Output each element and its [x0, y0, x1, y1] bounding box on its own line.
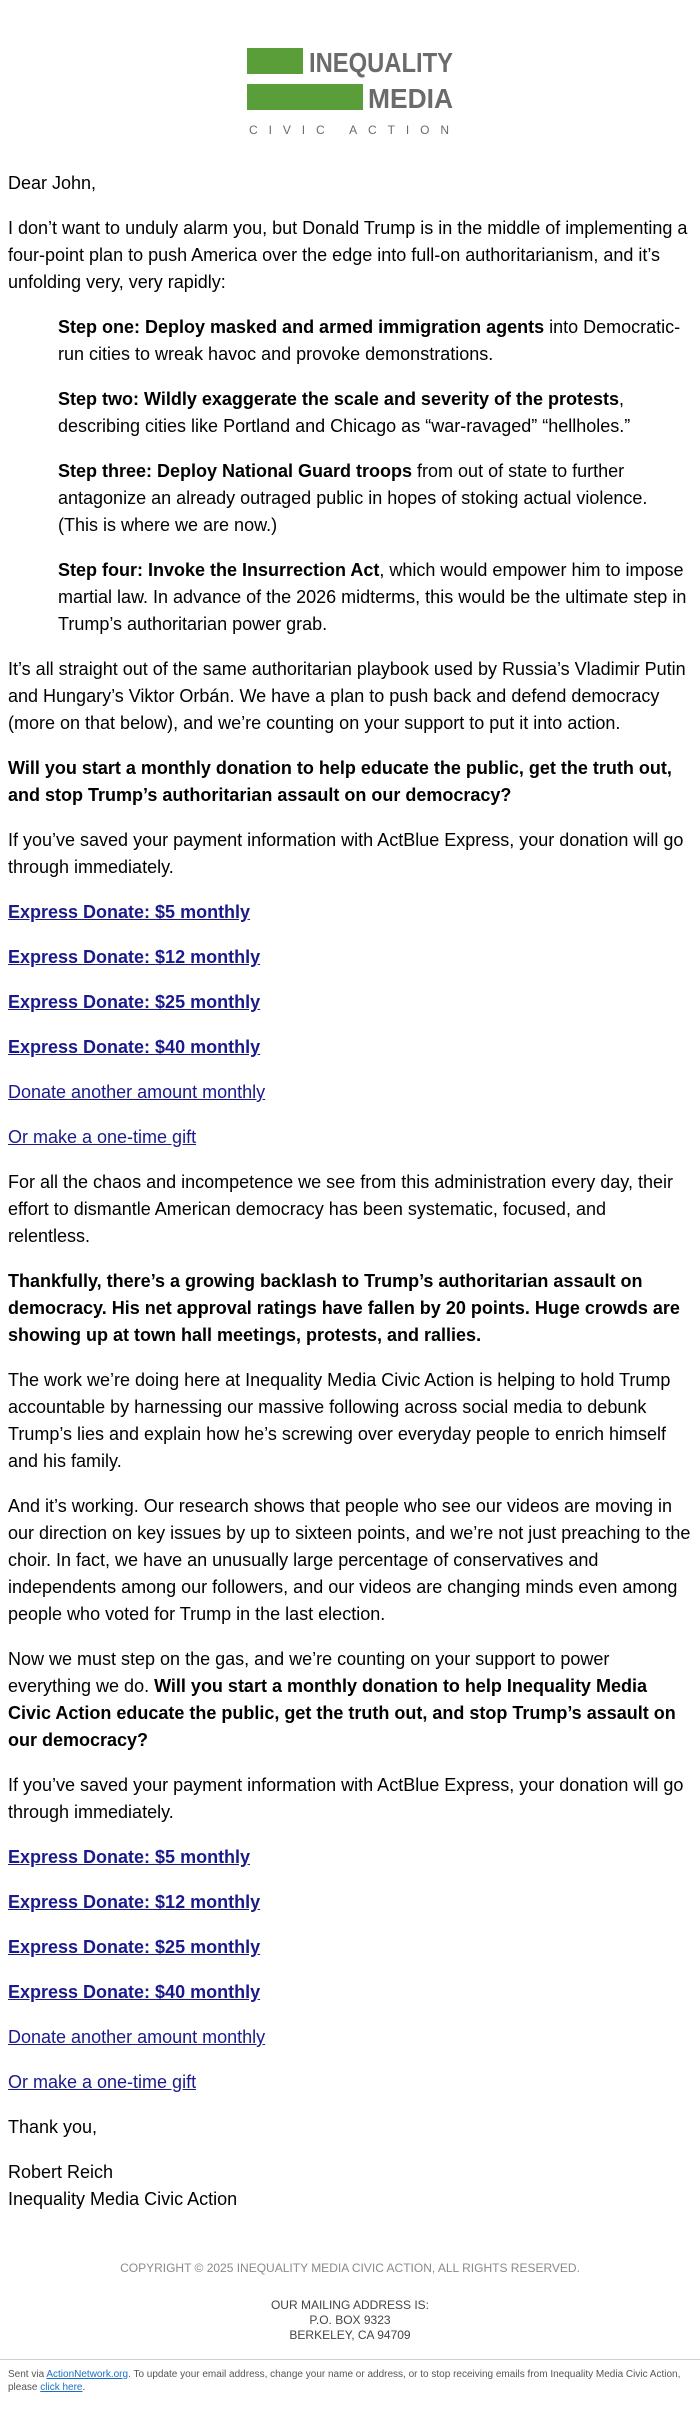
greeting: Dear John, — [8, 173, 97, 193]
express-donate-12-link[interactable]: Express Donate: $12 monthly — [8, 947, 261, 967]
donate-other-amount-link[interactable]: Donate another amount monthly — [8, 1082, 266, 1102]
saved-payment-note-2: If you’ve saved your payment information with ActBlue Express, your donation will go through immediately. — [8, 1775, 684, 1822]
step-one — [58, 314, 692, 368]
donate-links-1-25 — [8, 989, 692, 1016]
mailing-label: OUR MAILING ADDRESS IS: — [270, 2298, 430, 2312]
express-donate-12-link[interactable]: Express Donate: $12 monthly — [8, 1892, 261, 1912]
logo-tagline: CIVIC ACTION — [249, 123, 449, 137]
logo-green-bar-bottom — [247, 84, 363, 110]
donate-other-amount-link[interactable]: Donate another amount monthly — [8, 2027, 266, 2047]
step-three-title: Step three: Deploy National Guard troops — [58, 461, 413, 481]
intro-paragraph: I don’t want to unduly alarm you, but Donald Trump is in the middle of implementing a four-point plan to push America over the edge into full-on authoritarianism, and it’s unfolding very, very rapidly: — [8, 218, 688, 292]
saved-payment-note-1: If you’ve saved your payment information with ActBlue Express, your donation will go through immediately. — [8, 830, 684, 877]
step-four-text: , which would empower him to impose martial law. In advance of the 2026 midterms, this would be the ultimate step in Trump’s authoritarian power grab. — [58, 560, 687, 634]
logo-word-media: MEDIA — [368, 83, 453, 114]
step-one-text: into Democratic-run cities to wreak havoc and provoke demonstrations. — [58, 317, 681, 364]
working-paragraph: And it’s working. Our research shows that people who see our videos are moving in our direction on key issues by up to sixteen points, and we’re not just preaching to the choir. In fact, we have an unusually large percentage of conservatives and independents among our followers, and our videos are changing minds even among people who voted for Trump in the last election. — [8, 1496, 691, 1624]
express-donate-5-link[interactable]: Express Donate: $5 monthly — [8, 902, 251, 922]
letter-body — [0, 170, 700, 2213]
footer — [0, 2261, 700, 2343]
work-paragraph: The work we’re doing here at Inequality Media Civic Action is helping to hold Trump accountable by harnessing our massive following across social media to debunk Trump’s lies and explain how he’s screwing over everyday people to enrich himself and his family. — [8, 1370, 671, 1471]
express-donate-40-link[interactable]: Express Donate: $40 monthly — [8, 1037, 261, 1057]
express-donate-25-link[interactable]: Express Donate: $25 monthly — [8, 1937, 261, 1957]
signature — [8, 2159, 692, 2213]
donate-links-1-onetime — [8, 1124, 692, 1151]
backlash-paragraph — [8, 1268, 692, 1349]
copyright: COPYRIGHT © 2025 INEQUALITY MEDIA CIVIC ACTION, ALL RIGHTS RESERVED. — [120, 2261, 580, 2275]
donation-ask-1-text: Will you start a monthly donation to help educate the public, get the truth out, and stop Trump’s authoritarian assault on our democracy? — [8, 758, 672, 805]
logo — [0, 0, 700, 140]
donate-links-2-other — [8, 2024, 692, 2051]
step-two — [58, 386, 692, 440]
signer-org: Inequality Media Civic Action — [8, 2189, 238, 2209]
step-two-text: , describing cities like Portland and Chicago as “war-ravaged” “hellholes.” — [58, 389, 631, 436]
playbook-paragraph: It’s all straight out of the same authoritarian playbook used by Russia’s Vladimir Putin and Hungary’s Viktor Orbán. We have a plan to push back and defend democracy (more on that below), and we’re counting on your support to put it into action. — [8, 659, 686, 733]
gas-paragraph — [8, 1646, 692, 1754]
donate-links-2-onetime — [8, 2069, 692, 2096]
donation-ask-1 — [8, 755, 692, 809]
donate-links-2-25 — [8, 1934, 692, 1961]
gas-text: Now we must step on the gas, and we’re counting on your support to power everything we do. — [8, 1649, 610, 1696]
mailing-address — [0, 2298, 700, 2343]
sent-via-bar — [0, 2359, 700, 2404]
donation-ask-2-text: Will you start a monthly donation to help Inequality Media Civic Action educate the public, get the truth out, and stop Trump’s assault on our democracy? — [8, 1676, 676, 1750]
donate-links-2-12 — [8, 1889, 692, 1916]
step-four — [58, 557, 692, 638]
unsubscribe-period: . — [82, 2382, 86, 2393]
donate-links-2-5 — [8, 1844, 692, 1871]
address-line-1: P.O. BOX 9323 — [309, 2313, 391, 2327]
address-line-2: BERKELEY, CA 94709 — [289, 2328, 411, 2342]
donate-links-1-12 — [8, 944, 692, 971]
donate-links-1-other — [8, 1079, 692, 1106]
step-one-title: Step one: Deploy masked and armed immigration agents — [58, 317, 545, 337]
logo-word-inequality: INEQUALITY — [309, 47, 454, 78]
logo-green-bar-top — [247, 48, 303, 74]
express-donate-5-link[interactable]: Express Donate: $5 monthly — [8, 1847, 251, 1867]
sent-via-text: Sent via — [8, 2369, 47, 2380]
thanks: Thank you, — [8, 2117, 98, 2137]
step-three — [58, 458, 692, 539]
step-three-text: from out of state to further antagonize an already outraged public in hopes of stoking actual violence. (This is where we are now.) — [58, 461, 648, 535]
one-time-gift-link[interactable]: Or make a one-time gift — [8, 2072, 197, 2092]
unsubscribe-text: . To update your email address, change your name or address, or to stop receiving emails from Inequality Media Civic Action, please — [8, 2369, 681, 2393]
action-network-link[interactable]: ActionNetwork.org — [46, 2369, 129, 2380]
step-two-title: Step two: Wildly exaggerate the scale and severity of the protests — [58, 389, 619, 409]
chaos-paragraph: For all the chaos and incompetence we see from this administration every day, their effort to dismantle American democracy has been systematic, focused, and relentless. — [8, 1172, 673, 1246]
express-donate-40-link[interactable]: Express Donate: $40 monthly — [8, 1982, 261, 2002]
unsubscribe-link[interactable]: click here — [40, 2382, 83, 2393]
donate-links-1-5 — [8, 899, 692, 926]
donate-links-2-40 — [8, 1979, 692, 2006]
inequality-media-logo — [247, 48, 453, 140]
signer-name: Robert Reich — [8, 2162, 114, 2182]
donate-links-1-40 — [8, 1034, 692, 1061]
steps-list — [8, 314, 692, 638]
one-time-gift-link[interactable]: Or make a one-time gift — [8, 1127, 197, 1147]
step-four-title: Step four: Invoke the Insurrection Act — [58, 560, 380, 580]
express-donate-25-link[interactable]: Express Donate: $25 monthly — [8, 992, 261, 1012]
backlash-text: Thankfully, there’s a growing backlash to Trump’s authoritarian assault on democracy. His net approval ratings have fallen by 20 points. Huge crowds are showing up at town hall meetings, protests, and rallies. — [8, 1271, 680, 1345]
